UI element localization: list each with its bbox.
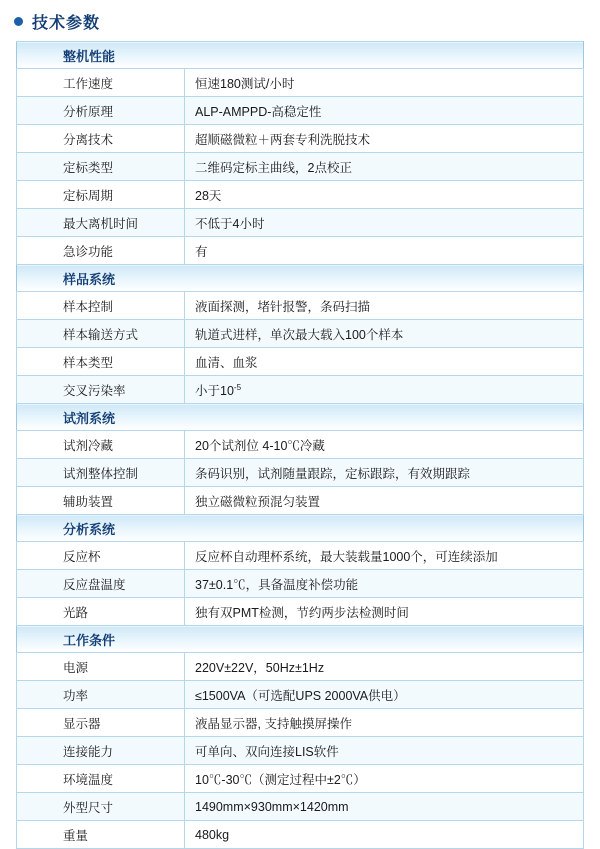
table-row [17,459,584,487]
spec-value: 不低于4小时 [185,209,584,237]
table-row [17,737,584,765]
section-header-label: 整机性能 [17,42,584,69]
table-row [17,292,584,320]
spec-label: 试剂整体控制 [17,459,185,487]
spec-label: 工作速度 [17,69,185,97]
table-row [17,237,584,265]
spec-value: ALP-AMPPD-高稳定性 [185,97,584,125]
spec-label: 显示器 [17,709,185,737]
section-header-label: 试剂系统 [17,404,584,431]
spec-value: 10℃-30℃（测定过程中±2℃） [185,765,584,793]
table-row [17,153,584,181]
spec-value-superscript: -5 [233,382,242,392]
spec-value: 反应杯自动理杯系统，最大装载量1000个，可连续添加 [185,542,584,570]
table-row [17,598,584,626]
spec-label: 功率 [17,681,185,709]
spec-label: 最大离机时间 [17,209,185,237]
table-row [17,376,584,404]
spec-value: 28天 [185,181,584,209]
section-header-row [17,626,584,653]
bullet-icon [14,17,23,26]
spec-value: 二维码定标主曲线，2点校正 [185,153,584,181]
table-row [17,487,584,515]
table-row [17,69,584,97]
spec-label: 样本类型 [17,348,185,376]
spec-value: 480kg [185,821,584,849]
table-row [17,348,584,376]
spec-label: 交叉污染率 [17,376,185,404]
spec-value: 条码识别，试剂随量跟踪，定标跟踪，有效期跟踪 [185,459,584,487]
section-header-row [17,404,584,431]
spec-value: 有 [185,237,584,265]
spec-label: 样本输送方式 [17,320,185,348]
spec-label: 重量 [17,821,185,849]
spec-label: 反应杯 [17,542,185,570]
section-header-label: 分析系统 [17,515,584,542]
table-row [17,320,584,348]
table-row [17,431,584,459]
table-row [17,209,584,237]
spec-value: 独立磁微粒预混匀装置 [185,487,584,515]
spec-value: 血清、血浆 [185,348,584,376]
table-row [17,653,584,681]
spec-label: 辅助装置 [17,487,185,515]
spec-value: 可单向、双向连接LIS软件 [185,737,584,765]
table-row [17,125,584,153]
spec-value-text: 小于10 [195,383,234,398]
table-row [17,821,584,849]
spec-label: 反应盘温度 [17,570,185,598]
spec-label: 分析原理 [17,97,185,125]
spec-label: 环境温度 [17,765,185,793]
spec-value: 轨道式进样，单次最大载入100个样本 [185,320,584,348]
spec-label: 分离技术 [17,125,185,153]
table-row [17,97,584,125]
table-row [17,709,584,737]
spec-label: 试剂冷藏 [17,431,185,459]
section-header-label: 样品系统 [17,265,584,292]
section-header-row [17,515,584,542]
spec-value: 220V±22V，50Hz±1Hz [185,653,584,681]
spec-label: 光路 [17,598,185,626]
spec-label: 样本控制 [17,292,185,320]
table-row [17,542,584,570]
spec-label: 定标周期 [17,181,185,209]
spec-label: 定标类型 [17,153,185,181]
spec-value: 液晶显示器, 支持触摸屏操作 [185,709,584,737]
page-title-text: 技术参数 [32,15,101,32]
table-row [17,570,584,598]
spec-value: 恒速180测试/小时 [185,69,584,97]
spec-value: 1490mm×930mm×1420mm [185,793,584,821]
spec-value: 37±0.1℃，具备温度补偿功能 [185,570,584,598]
specifications-table [16,41,584,849]
section-header-label: 工作条件 [17,626,584,653]
table-row [17,181,584,209]
table-body [17,42,584,849]
spec-value: 独有双PMT检测，节约两步法检测时间 [185,598,584,626]
spec-label: 连接能力 [17,737,185,765]
spec-value: 液面探测，堵针报警，条码扫描 [185,292,584,320]
table-row [17,793,584,821]
spec-value [185,376,584,404]
section-header-row [17,42,584,69]
spec-value: 20个试剂位 4-10℃冷藏 [185,431,584,459]
table-row [17,681,584,709]
spec-value: 超顺磁微粒＋两套专利洗脱技术 [185,125,584,153]
spec-label: 急诊功能 [17,237,185,265]
spec-label: 电源 [17,653,185,681]
table-row [17,765,584,793]
spec-value: ≤1500VA（可选配UPS 2000VA供电） [185,681,584,709]
section-header-row [17,265,584,292]
page-title [0,0,600,41]
spec-label: 外型尺寸 [17,793,185,821]
